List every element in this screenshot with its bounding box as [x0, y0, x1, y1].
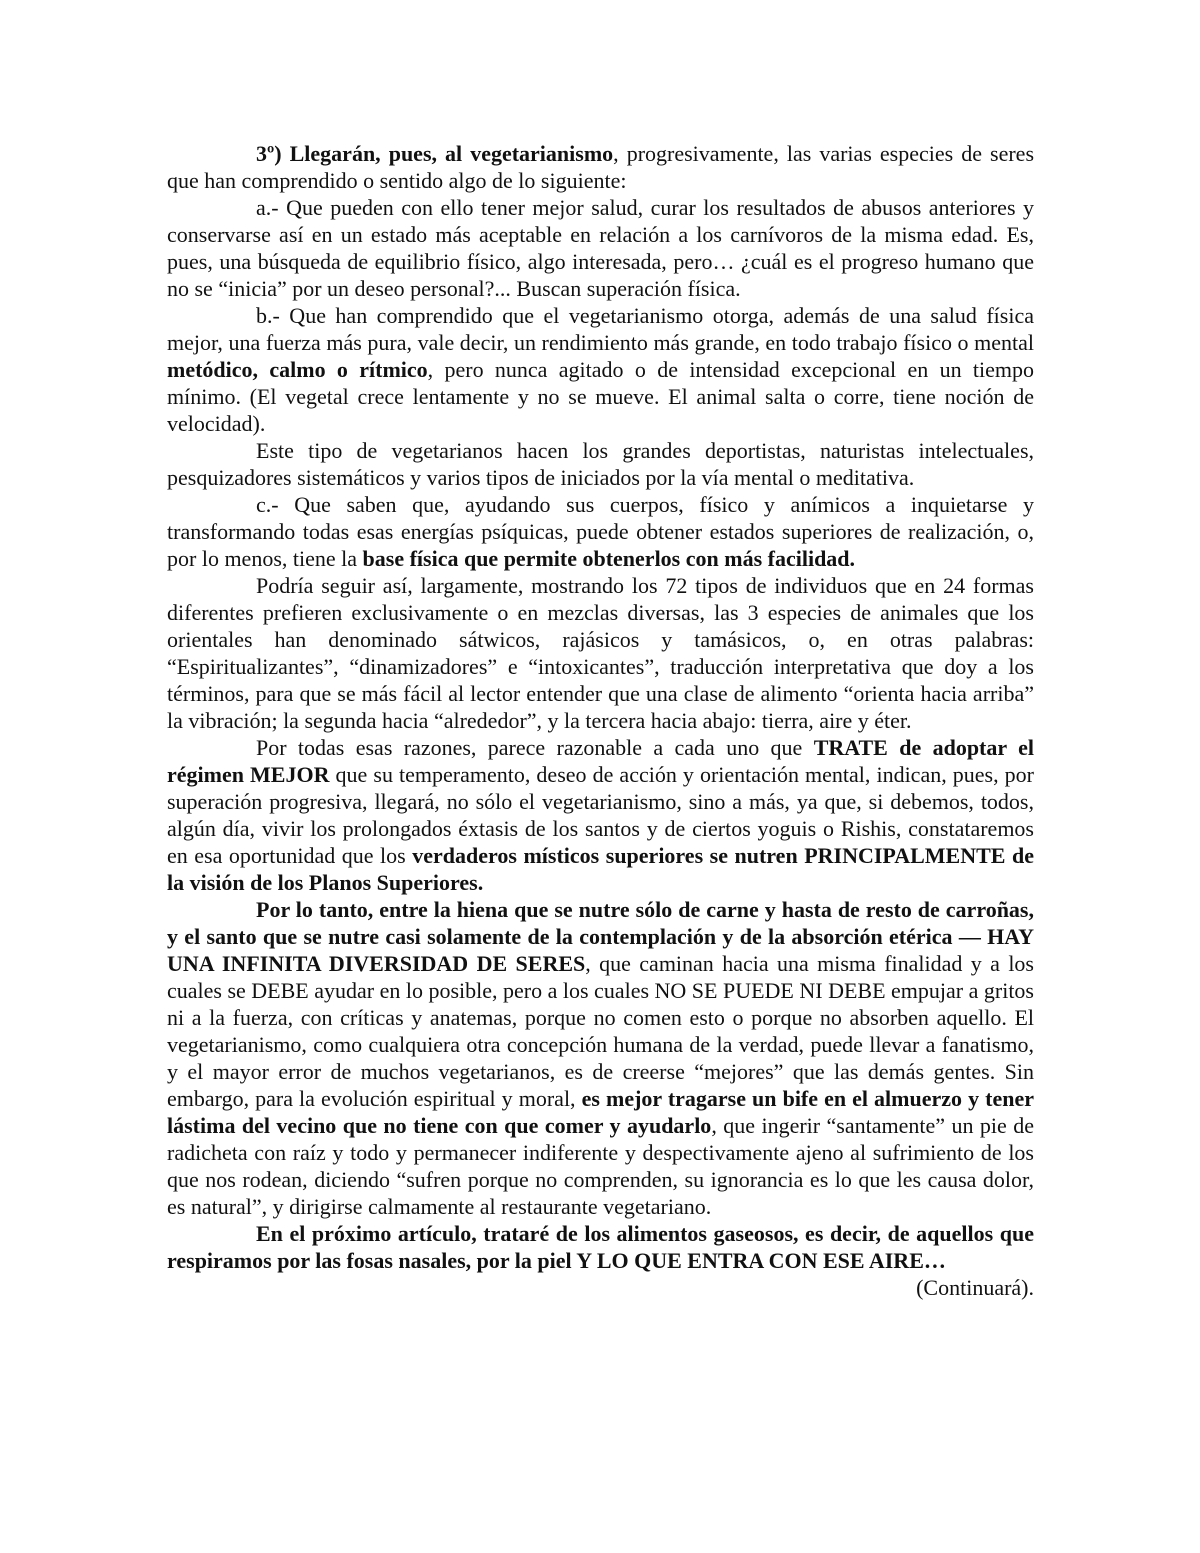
- continuation-note: (Continuará).: [916, 1275, 1034, 1300]
- bold-run: En el próximo artículo, trataré de los alimentos gaseosos, es decir, de aquellos que respiramos por las fosas nasales, por la piel Y LO QUE ENTRA CON ESE AIRE…: [167, 1221, 1034, 1273]
- paragraph: [167, 302, 1034, 437]
- paragraph: [167, 491, 1034, 572]
- paragraph: [167, 734, 1034, 896]
- text-run: a.- Que pueden con ello tener mejor salud, curar los resultados de abusos anteriores y conservarse así en un estado más aceptable en relación a los carnívoros de la misma edad. Es, pues, una búsqueda de equilibrio físico, algo interesada, pero… ¿cuál es el progreso humano que no se “inicia” por un deseo personal?... Buscan superación física.: [167, 195, 1034, 301]
- bold-run: verdaderos místicos superiores se nutren PRINCIPALMENTE de la visión de los Planos Superiores.: [167, 843, 1034, 895]
- bold-run: Por lo tanto, entre la hiena que se nutre sólo de carne y hasta de resto de carroñas, y el santo que se nutre casi solamente de la contemplación y de la absorción etérica — HAY UNA INFINITA DIVERSIDAD DE SERES: [167, 897, 1034, 976]
- text-run: que su temperamento, deseo de acción y orientación mental, indican, pues, por superación progresiva, llegará, no sólo el vegetarianismo, sino a más, ya que, si debemos, todos, algún día, vivir los prolongados éxtasis de los santos y de ciertos yoguis o Rishis, constataremos en esa oportunidad que los: [167, 762, 1035, 868]
- bold-run: metódico, calmo o rítmico: [167, 357, 428, 382]
- paragraph: [167, 140, 1034, 194]
- text-run: , que ingerir “santamente” un pie de radicheta con raíz y todo y permanecer indiferente y despectivamente ajeno al sufrimiento de los que nos rodean, diciendo “sufren porque no comprenden, su ignorancia es lo que les causa dolor, es natural”, y dirigirse calmamente al restaurante vegetariano.: [167, 1113, 1034, 1219]
- text-run: , pero nunca agitado o de intensidad excepcional en un tiempo mínimo. (El vegetal crece lentamente y no se mueve. El animal salta o corre, tiene noción de velocidad).: [167, 357, 1035, 436]
- text-run: , que caminan hacia una misma finalidad y a los cuales se DEBE ayudar en lo posible, pero a los cuales NO SE PUEDE NI DEBE empujar a gritos ni a la fuerza, con críticas y anatemas, porque no comen esto o porque no absorben aquello. El vegetarianismo, como cualquiera otra concepción humana de la verdad, puede llevar a fanatismo, y el mayor error de muchos vegetarianos, es de creerse “mejores” que las demás gentes. Sin embargo, para la evolución espiritual y moral,: [167, 951, 1034, 1111]
- text-run: Este tipo de vegetarianos hacen los grandes deportistas, naturistas intelectuales, pesquizadores sistemáticos y varios tipos de iniciados por la vía mental o meditativa.: [167, 438, 1034, 490]
- paragraph: [167, 437, 1034, 491]
- text-run: b.- Que han comprendido que el vegetarianismo otorga, además de una salud física mejor, una fuerza más pura, vale decir, un rendimiento más grande, en todo trabajo físico o mental: [167, 303, 1034, 355]
- bold-run: base física que permite obtenerlos con más facilidad.: [362, 546, 856, 571]
- paragraph: [167, 572, 1034, 734]
- text-run: c.- Que saben que, ayudando sus cuerpos, físico y anímicos a inquietarse y transformando todas esas energías psíquicas, puede obtener estados superiores de realización, o, por lo menos, tiene la: [167, 492, 1034, 571]
- bold-run: es mejor tragarse un bife en el almuerzo y tener lástima del vecino que no tiene con que comer y ayudarlo: [167, 1086, 1034, 1138]
- bold-run: 3º) Llegarán, pues, al vegetarianismo: [256, 141, 614, 166]
- text-run: Por todas esas razones, parece razonable a cada uno que: [256, 735, 814, 760]
- text-run: Podría seguir así, largamente, mostrando los 72 tipos de individuos que en 24 formas diferentes prefieren exclusivamente o en mezclas diversas, las 3 especies de animales que los orientales han denominado sátwicos, rajásicos y tamásicos, o, en otras palabras: “Espiritualizantes”, “dinamizadores” e “intoxicantes”, traducción interpretativa que doy a los términos, para que se más fácil al lector entender que una clase de alimento “orienta hacia arriba” la vibración; la segunda hacia “alrededor”, y la tercera hacia abajo: tierra, aire y éter.: [167, 573, 1034, 733]
- paragraph: [167, 194, 1034, 302]
- bold-run: TRATE de adoptar el régimen MEJOR: [167, 735, 1034, 787]
- text-run: , progresivamente, las varias especies de seres que han comprendido o sentido algo de lo siguiente:: [167, 141, 1035, 193]
- paragraph: [167, 1220, 1034, 1274]
- body-text: [167, 140, 1034, 1274]
- paragraph: [167, 896, 1034, 1220]
